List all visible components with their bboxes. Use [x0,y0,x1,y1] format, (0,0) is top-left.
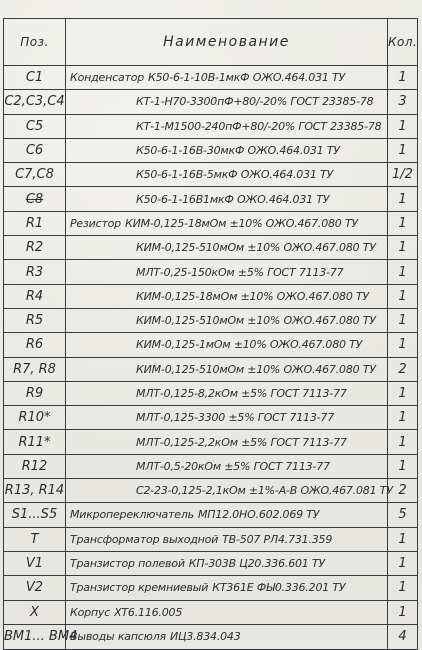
table-body [4,66,418,650]
row-position: C5 [4,114,66,138]
table-row [4,66,418,90]
row-component-type: Выводы капсюля [70,630,166,644]
row-quantity: 1 [388,187,418,211]
row-specification: КП-303В Ц20.336.601 ТУ [188,557,325,571]
header-position: Поз. [4,19,66,66]
row-position: R2 [4,236,66,260]
row-name [66,66,388,90]
header-quantity: Кол. [388,19,418,66]
row-quantity: 1 [388,551,418,575]
row-component-type: Трансформатор выходной [70,532,219,546]
row-name [66,624,388,649]
row-quantity: 1 [388,430,418,454]
row-position: C2,C3,C4 [4,90,66,114]
row-name [66,503,388,527]
row-position: C6 [4,138,66,162]
row-name [66,308,388,332]
row-quantity: 1 [388,308,418,332]
row-specification: КИМ-0,125-18мОм ±10% ОЖО.467.080 ТУ [136,289,369,303]
row-specification: КТ-1-М1500-240пФ+80/-20% ГОСТ 23385-78 [136,119,382,133]
row-quantity: 1/2 [388,163,418,187]
row-name [66,90,388,114]
row-specification: С2-23-0,125-2,1кОм ±1%-А-В ОЖО.467.081 ТУ [136,484,393,498]
row-component-type: Резистор [70,216,121,230]
table-row [4,211,418,235]
row-name [66,260,388,284]
table-row [4,333,418,357]
row-specification: КИМ-0,125-1мОм ±10% ОЖО.467.080 ТУ [136,338,363,352]
row-component-type: Транзистор кремниевый [70,581,209,595]
row-position: C1 [4,66,66,90]
row-position: ВМ1... ВМ4 [4,624,66,649]
row-specification: МЛТ-0,5-20кОм ±5% ГОСТ 7113-77 [136,459,330,473]
row-quantity: 1 [388,406,418,430]
row-name [66,551,388,575]
table-row [4,381,418,405]
row-quantity: 3 [388,90,418,114]
row-specification: КИМ-0,125-510мОм ±10% ОЖО.467.080 ТУ [136,314,376,328]
row-quantity: 1 [388,576,418,600]
row-position: R12 [4,454,66,478]
row-name [66,187,388,211]
row-name [66,138,388,162]
row-name [66,454,388,478]
row-quantity: 1 [388,600,418,624]
row-quantity: 1 [388,114,418,138]
table-row [4,114,418,138]
row-quantity: 1 [388,527,418,551]
row-specification: МЛТ-0,125-8,2кОм ±5% ГОСТ 7113-77 [136,387,347,400]
table-row [4,187,418,211]
row-specification: МЛТ-0,125-2,2кОм ±5% ГОСТ 7113-77 [136,435,347,449]
table-row [4,406,418,430]
row-position: V1 [4,551,66,575]
row-specification: К50-6-1-16В1мкФ ОЖО.464.031 ТУ [136,192,330,206]
table-row [4,503,418,527]
row-specification: КТ361Е ФЫ0.336.201 ТУ [212,581,346,595]
row-position: R6 [4,333,66,357]
row-quantity: 1 [388,333,418,357]
row-position: R1 [4,211,66,235]
row-specification: КИМ-0,125-510мОм ±10% ОЖО.467.080 ТУ [136,241,376,255]
row-position: R13, R14 [4,479,66,503]
row-position: R10* [4,406,66,430]
row-position: T [4,527,66,551]
row-name [66,333,388,357]
table-row [4,479,418,503]
table-row [4,308,418,332]
row-name [66,357,388,381]
table-row [4,600,418,624]
table-row [4,551,418,575]
row-position: R5 [4,308,66,332]
table-row [4,260,418,284]
row-quantity: 1 [388,284,418,308]
table-header-row [4,19,418,66]
row-name [66,527,388,551]
row-component-type: Микропереключатель [70,508,194,522]
row-name [66,163,388,187]
row-specification: ИЦ3.834.043 [169,630,241,644]
row-quantity: 1 [388,138,418,162]
row-component-type: Конденсатор [70,71,145,85]
row-name [66,211,388,235]
row-position: R11* [4,430,66,454]
row-quantity: 1 [388,454,418,478]
row-position: C7,C8 [4,163,66,187]
row-quantity: 1 [388,66,418,90]
row-quantity: 4 [388,624,418,649]
row-position: X [4,600,66,624]
table-row [4,624,418,649]
row-quantity: 1 [388,260,418,284]
row-quantity: 5 [388,503,418,527]
row-specification: МЛТ-0,125-3300 ±5% ГОСТ 7113-77 [136,411,335,425]
row-specification: МЛТ-0,25-150кОм ±5% ГОСТ 7113-77 [136,265,344,279]
row-specification: МП12.0НО.602.069 ТУ [197,508,320,522]
row-component-type: Транзистор полевой [70,557,185,571]
row-position: R9 [4,381,66,405]
table-row [4,90,418,114]
row-name [66,381,388,405]
row-position: R7, R8 [4,357,66,381]
row-specification: К50-6-1-16В-5мкФ ОЖО.464.031 ТУ [136,168,333,182]
row-specification: КИМ-0,125-18мОм ±10% ОЖО.467.080 ТУ [124,216,358,230]
table-row [4,163,418,187]
row-specification: КИМ-0,125-510мОм ±10% ОЖО.467.080 ТУ [136,362,376,376]
table-row [4,236,418,260]
row-specification: ТВ-507 РЛ4.731.359 [222,532,333,546]
header-name: Наименование [66,19,388,66]
row-position: V2 [4,576,66,600]
table-row [4,284,418,308]
row-name [66,600,388,624]
row-specification: КТ-1-Н70-3300пФ+80/-20% ГОСТ 23385-78 [136,95,374,109]
row-name [66,236,388,260]
row-component-type: Корпус [70,605,111,619]
table-row [4,430,418,454]
row-specification: К50-6-1-16В-30мкФ ОЖО.464.031 ТУ [136,144,340,158]
row-name [66,406,388,430]
row-name [66,114,388,138]
row-position: S1...S5 [4,503,66,527]
row-position: C8 [4,187,66,211]
row-quantity: 2 [388,479,418,503]
table-row [4,357,418,381]
table-row [4,454,418,478]
row-name [66,284,388,308]
row-name [66,430,388,454]
table-row [4,576,418,600]
row-quantity: 1 [388,211,418,235]
row-quantity: 2 [388,357,418,381]
row-name [66,479,393,503]
row-specification: ХТ6.116.005 [114,605,183,619]
row-quantity: 1 [388,236,418,260]
row-specification: К50-6-1-10В-1мкФ ОЖО.464.031 ТУ [148,71,346,85]
parts-table [3,18,418,650]
row-quantity: 1 [388,381,418,405]
table-row [4,138,418,162]
table-row [4,527,418,551]
row-name [66,576,388,600]
row-position: R4 [4,284,66,308]
row-position: R3 [4,260,66,284]
